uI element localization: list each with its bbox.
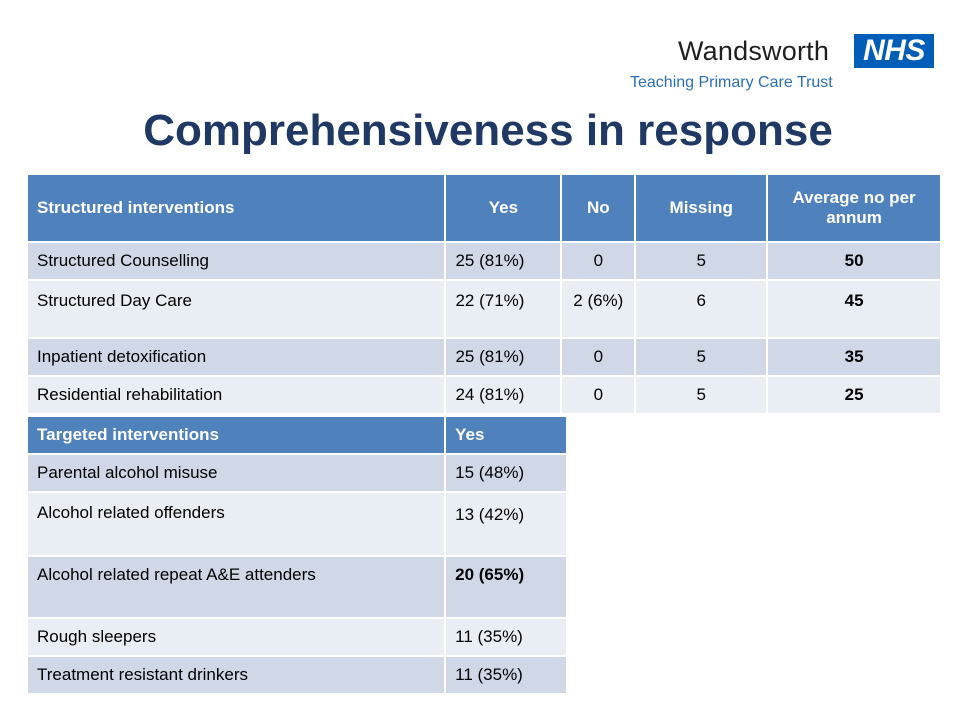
nhs-logo-box: NHS <box>854 34 934 68</box>
header-average-per-annum: Average no per annum <box>767 175 941 242</box>
table-row <box>28 242 941 280</box>
cell-yes: 24 (81%) <box>445 376 561 414</box>
header-structured-interventions: Structured interventions <box>28 175 445 242</box>
table-row <box>28 454 567 492</box>
logo-subtitle: Teaching Primary Care Trust <box>630 74 833 91</box>
wandsworth-nhs-logo <box>628 30 934 96</box>
row-label: Inpatient detoxification <box>28 338 445 376</box>
cell-yes: 15 (48%) <box>445 454 567 492</box>
row-label: Alcohol related repeat A&E attenders <box>28 556 445 618</box>
cell-yes: 11 (35%) <box>445 656 567 694</box>
structured-interventions-table <box>28 175 942 415</box>
cell-average: 50 <box>767 242 941 280</box>
logo-name: Wandsworth <box>678 36 830 66</box>
cell-no: 0 <box>561 376 635 414</box>
row-label: Structured Counselling <box>28 242 445 280</box>
cell-yes: 22 (71%) <box>445 280 561 338</box>
row-label: Residential rehabilitation <box>28 376 445 414</box>
cell-average: 35 <box>767 338 941 376</box>
cell-missing: 6 <box>635 280 767 338</box>
slide-title: Comprehensiveness in response <box>143 106 833 155</box>
cell-yes: 25 (81%) <box>445 242 561 280</box>
row-label: Structured Day Care <box>28 280 445 338</box>
header-yes: Yes <box>445 417 567 454</box>
table-row <box>28 280 941 338</box>
header-no: No <box>561 175 635 242</box>
cell-yes: 13 (42%) <box>445 492 567 556</box>
targeted-interventions-table <box>28 417 568 695</box>
cell-missing: 5 <box>635 376 767 414</box>
header-missing: Missing <box>635 175 767 242</box>
cell-no: 0 <box>561 338 635 376</box>
cell-yes: 20 (65%) <box>445 556 567 618</box>
cell-yes: 25 (81%) <box>445 338 561 376</box>
table-row <box>28 556 567 618</box>
cell-missing: 5 <box>635 242 767 280</box>
row-label: Rough sleepers <box>28 618 445 656</box>
table-header-row <box>28 417 567 454</box>
table-header-row <box>28 175 941 242</box>
row-label: Alcohol related offenders <box>28 492 445 556</box>
header-targeted-interventions: Targeted interventions <box>28 417 445 454</box>
cell-no: 0 <box>561 242 635 280</box>
table-row <box>28 376 941 414</box>
table-row <box>28 618 567 656</box>
table-row <box>28 492 567 556</box>
row-label: Parental alcohol misuse <box>28 454 445 492</box>
row-label: Treatment resistant drinkers <box>28 656 445 694</box>
header-yes: Yes <box>445 175 561 242</box>
cell-average: 45 <box>767 280 941 338</box>
cell-missing: 5 <box>635 338 767 376</box>
table-row <box>28 338 941 376</box>
cell-average: 25 <box>767 376 941 414</box>
table-row <box>28 656 567 694</box>
cell-yes: 11 (35%) <box>445 618 567 656</box>
cell-no: 2 (6%) <box>561 280 635 338</box>
